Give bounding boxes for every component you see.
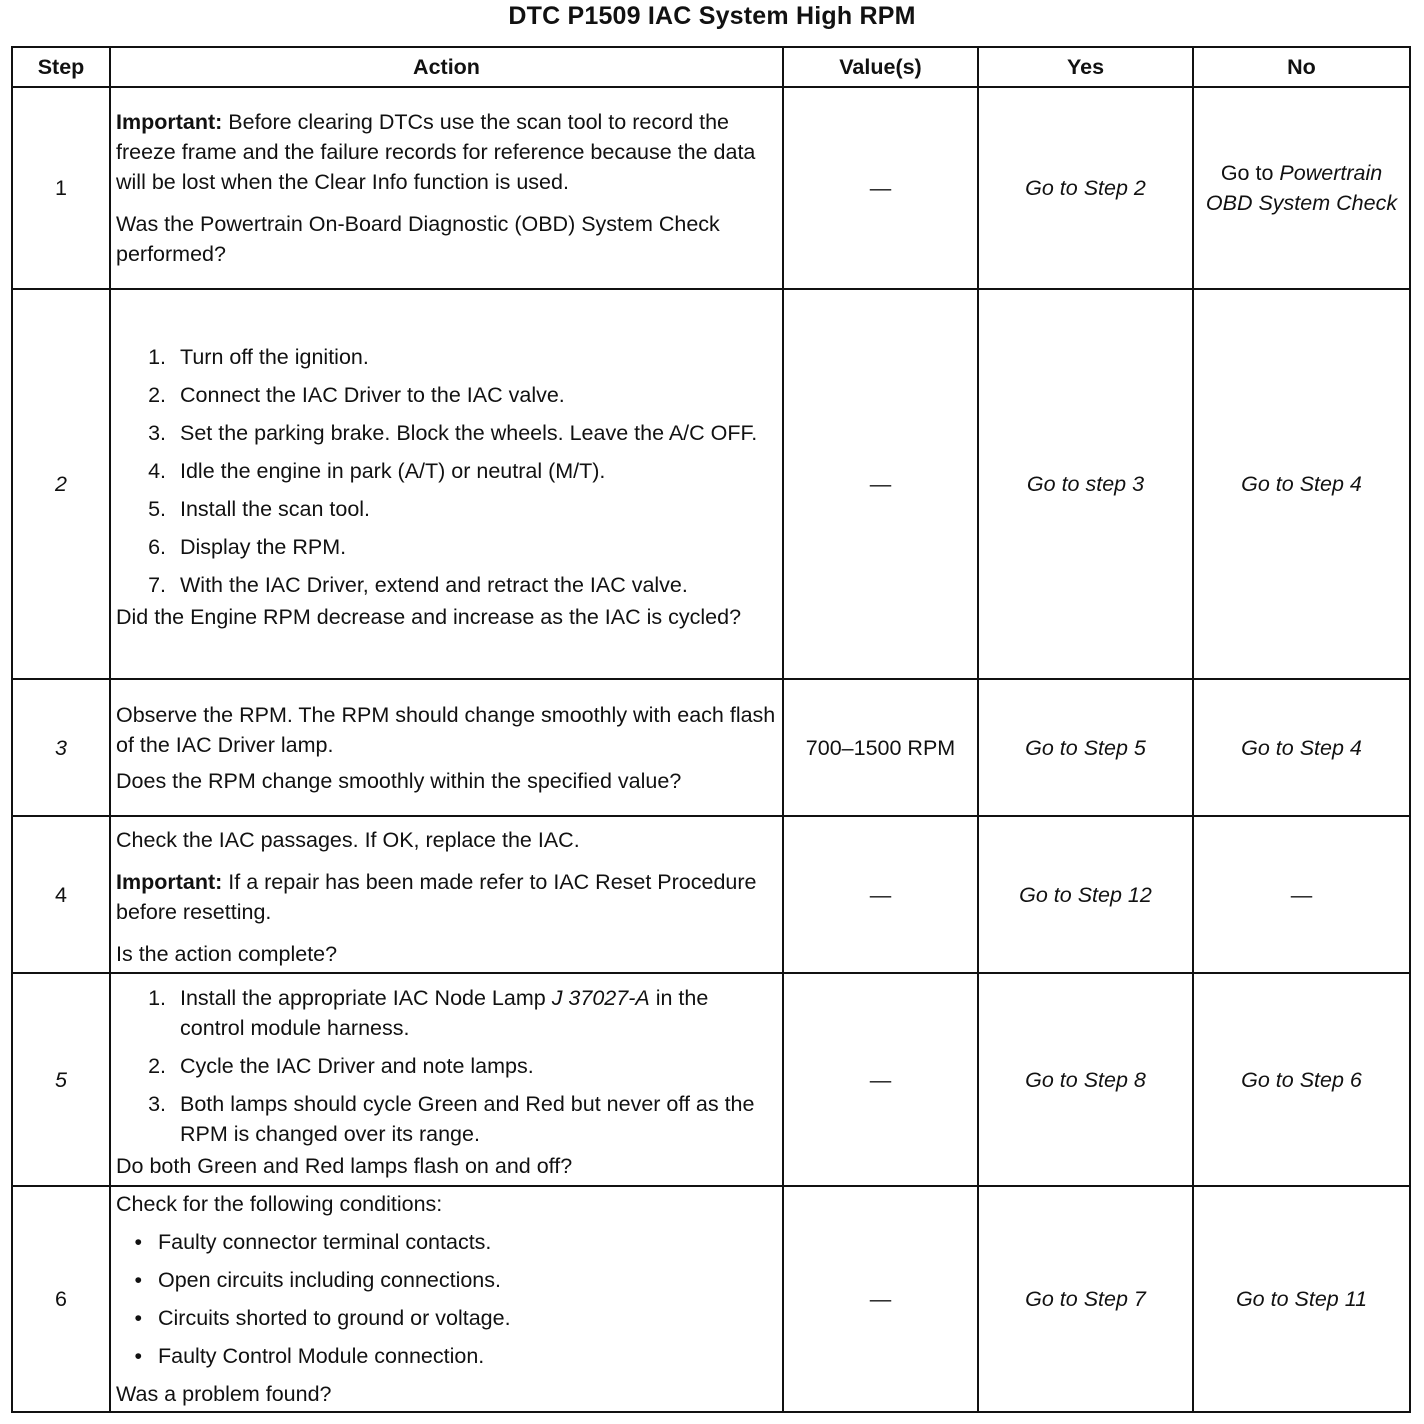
table-row [12,973,1410,1186]
header-row [12,47,1410,87]
step-number: 3 [12,679,110,816]
yes-link[interactable]: Go to Step 12 [978,816,1193,973]
table-row [12,1186,1410,1412]
list-number: 3. [148,421,166,445]
important-label: Important: [116,869,223,894]
procedure-list [116,983,777,1149]
list-number: 3. [148,1091,166,1116]
list-text: Faulty Control Module connection. [158,1344,485,1368]
action-question: Does the RPM change smoothly within the specified value? [116,768,682,793]
list-item [116,1265,777,1295]
no-cell: — [1193,816,1410,973]
procedure-list [116,342,777,600]
page-title: DTC P1509 IAC System High RPM [508,2,916,30]
list-text: Cycle the IAC Driver and note lamps. [180,1053,534,1078]
list-item [116,1227,777,1257]
list-text: Idle the engine in park (A/T) or neutral (M/T). [180,459,606,483]
list-text-after: in the control module harness. [180,985,709,1040]
header-action: Action [110,47,783,87]
important-label: Important: [116,110,223,134]
action-cell [110,1186,783,1412]
value-cell: — [783,87,978,289]
list-text: Both lamps should cycle Green and Red but never off as the RPM is changed over its range. [180,1091,755,1146]
list-item [116,380,777,410]
list-text: Set the parking brake. Block the wheels. Leave the A/C OFF. [180,421,758,445]
list-number: 4. [148,459,166,483]
tool-number: J 37027-A [551,985,650,1010]
list-number: 7. [148,573,166,597]
bullet: • [134,1306,142,1330]
list-item [116,1303,777,1333]
action-text: Check the IAC passages. If OK, replace the IAC. [116,827,580,852]
list-text-before: Install the appropriate IAC Node Lamp [180,985,546,1010]
list-number: 5. [148,497,166,521]
list-item [116,570,777,600]
step-number: 4 [12,816,110,973]
important-text: Before clearing DTCs use the scan tool to record the freeze frame and the failure records for reference because the data will be lost when the Clear Info function is used. [116,110,756,194]
list-text [180,983,777,1043]
list-text: With the IAC Driver, extend and retract the IAC valve. [180,573,688,597]
list-item [116,1051,777,1081]
action-question: Do both Green and Red lamps flash on and off? [116,1153,573,1178]
list-number: 2. [148,383,166,407]
list-number: 2. [148,1053,166,1078]
table-row [12,87,1410,289]
list-text: Circuits shorted to ground or voltage. [158,1306,511,1330]
list-text: Faulty connector terminal contacts. [158,1230,492,1254]
bullet: • [134,1268,142,1292]
action-text: Check for the following conditions: [116,1192,443,1216]
header-values: Value(s) [783,47,978,87]
important-text: If a repair has been made refer to IAC Reset Procedure before resetting. [116,869,757,924]
step-number: 5 [12,973,110,1186]
list-text: Connect the IAC Driver to the IAC valve. [180,383,565,407]
table-row [12,816,1410,973]
action-question: Was a problem found? [116,1382,332,1406]
list-text: Install the scan tool. [180,497,371,521]
list-number: 6. [148,535,166,559]
list-item [116,983,777,1043]
action-question: Did the Engine RPM decrease and increase as the IAC is cycled? [116,605,742,629]
table-row [12,289,1410,679]
important-note [116,867,777,927]
header-step: Step [12,47,110,87]
header-yes: Yes [978,47,1193,87]
action-cell [110,973,783,1186]
no-cell[interactable] [1193,87,1410,289]
list-item [116,418,777,448]
action-cell [110,679,783,816]
bullet: • [134,1344,142,1368]
no-link[interactable]: Go to Step 11 [1193,1186,1410,1412]
list-number: 1. [148,985,166,1010]
important-note [116,107,777,197]
list-item [116,494,777,524]
action-text: Observe the RPM. The RPM should change smoothly with each flash of the IAC Driver lamp. [116,702,776,757]
list-item [116,1089,777,1149]
step-number: 2 [12,289,110,679]
step-number: 6 [12,1186,110,1412]
diagnostic-table [11,46,1411,1413]
action-cell [110,87,783,289]
yes-link[interactable]: Go to Step 7 [978,1186,1193,1412]
no-link[interactable]: Go to Step 4 [1193,679,1410,816]
no-prefix: Go to [1220,161,1274,185]
yes-link[interactable]: Go to Step 5 [978,679,1193,816]
action-cell [110,289,783,679]
no-link[interactable]: Go to Step 6 [1193,973,1410,1186]
header-no: No [1193,47,1410,87]
value-cell: — [783,973,978,1186]
list-item [116,532,777,562]
condition-list [116,1227,777,1371]
value-cell: — [783,289,978,679]
list-item [116,342,777,372]
value-cell: — [783,1186,978,1412]
bullet: • [134,1230,142,1254]
list-number: 1. [148,345,166,369]
list-text: Display the RPM. [180,535,347,559]
step-number: 1 [12,87,110,289]
yes-link[interactable]: Go to step 3 [978,289,1193,679]
yes-link[interactable]: Go to Step 2 [978,87,1193,289]
list-item [116,1341,777,1371]
action-question: Is the action complete? [116,941,338,966]
table-row [12,679,1410,816]
value-cell: — [783,816,978,973]
list-text: Turn off the ignition. [180,345,369,369]
no-link[interactable]: Go to Step 4 [1193,289,1410,679]
action-cell [110,816,783,973]
no-link[interactable]: Powertrain OBD System Check [1205,161,1398,215]
yes-link[interactable]: Go to Step 8 [978,973,1193,1186]
value-cell: 700–1500 RPM [783,679,978,816]
list-text: Open circuits including connections. [158,1268,501,1292]
action-question: Was the Powertrain On-Board Diagnostic (OBD) System Check performed? [116,212,720,266]
list-item [116,456,777,486]
